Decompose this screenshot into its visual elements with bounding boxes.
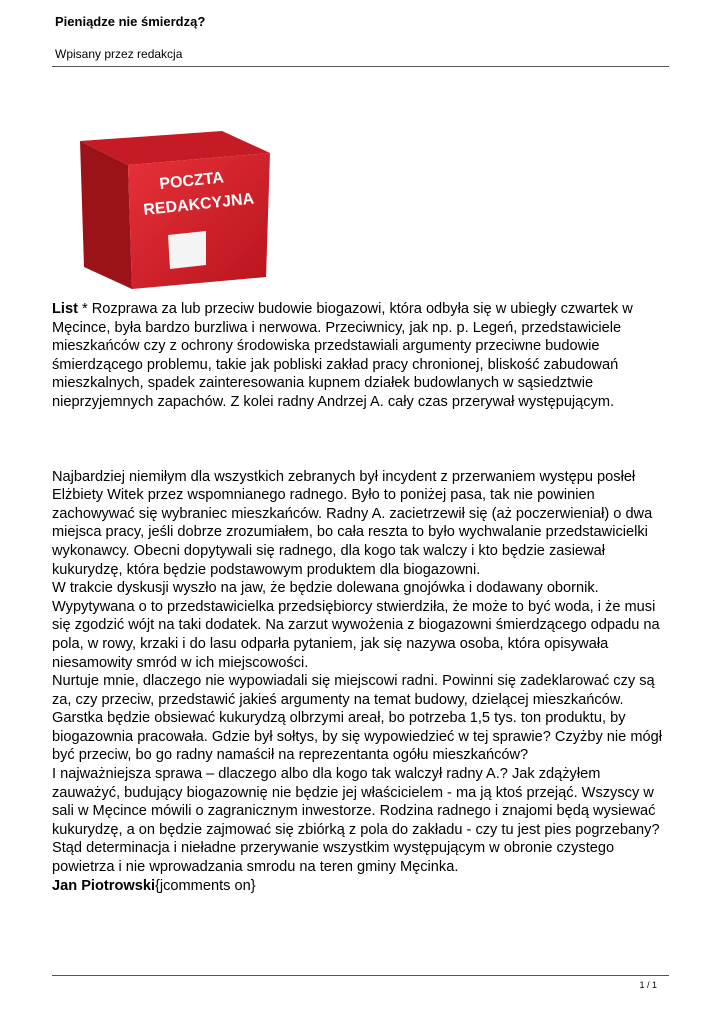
paragraph-gap [52,412,672,468]
mailbox-illustration [72,127,272,295]
mailbox-side [80,141,132,289]
lead-label: List [52,301,78,317]
page-title: Pieniądze nie śmierdzą? [55,14,206,29]
paragraph: W trakcie dyskusji wyszło na jaw, że będzie dolewana gnojówka i dodawany obornik. Wypytywana o to przedstawicielka przedsiębiorcy stwierdziła, że może to być woda, i że musi się zgodzić wójt na taki dodatek. Na zarzut wywożenia z biogazowni śmierdzącego odpadu na pola, w rowy, krzaki i do lasu odparła pytaniem, jak się nazywa osoba, która opisywała niesamowity smród w ich miejscowości. [52,580,660,671]
mailbox-label-plate [168,231,206,269]
byline: Wpisany przez redakcja [55,47,183,61]
mailbox-text-line1: POCZTA [158,169,225,193]
page-number: 1 / 1 [639,980,657,990]
header-divider [52,66,669,67]
signature [52,877,672,896]
lead-paragraph [52,300,672,412]
paragraph: Nurtuje mnie, dlaczego nie wypowiadali się miejscowi radni. Powinni się zadeklarować czy są za, czy przeciw, przedstawić jakieś argumenty na temat budowy, dzielącej mieszkańców. Garstka będzie obsiewać kukurydzą olbrzymi areał, bo potrzeba 1,5 tys. ton produktu, by biogazownia pracowała. Gdzie był sołtys, by się wypowiedzieć w tej sprawie? Czyżby nie mógł być przeciw, bo go radny namaścił na reprezentanta ogółu mieszkańców? [52,673,662,764]
mailbox-text-line2: REDAKCYJNA [142,190,255,219]
lead-text: * Rozprawa za lub przeciw budowie biogazowi, która odbyła się w ubiegły czwartek w Męcince, była bardzo burzliwa i nerwowa. Przeciwnicy, jak np. p. Legeń, przedstawiciele mieszkańców czy z ochrony środowiska przedstawiali argumenty przeciwne budowie śmierdzącego problemu, takie jak pobliski zakład pracy chronionej, bliskość zabudowań mieszkalnych, spadek zainteresowania kupnem działek budowlanych w sąsiedztwie nieprzyjemnych zapachów. Z kolei radny Andrzej A. cały czas przerywał występującym. [52,301,633,410]
paragraph: Najbardziej niemiłym dla wszystkich zebranych był incydent z przerwaniem występu posłeł Elżbiety Witek przez wspomnianego radnego. Było to poniżej pasa, tak nie powinien zachowywać się wybraniec mieszkańców. Radny A. zacietrzewił się (aż poczerwieniał) o dwa miejsca pracy, jeśli dobrze zrozumiałem, bo cała reszta to było wychwalanie przedstawicielki wykonawcy. Obecni dopytywali się radnego, dla kogo tak walczy i kto będzie zasiewał kukurydzę, która będzie podstawowym produktem dla biogazowni. [52,468,653,578]
article-body [52,300,672,895]
signature-name: Jan Piotrowski [52,877,155,894]
mailbox-image [72,127,272,295]
footer-divider [52,975,669,976]
signature-tail: {jcomments on} [155,877,256,894]
paragraph: I najważniejsza sprawa – dlaczego albo dla kogo tak walczył radny A.? Jak zdążyłem zauważyć, budujący biogazownię nie będzie jej właścicielem - ma ją ktoś przejąć. Wszyscy w sali w Męcince mówili o zagranicznym inwestorze. Rodzina radnego i znajomi będą wysiewać kukurydzę, a on będzie zajmować się zbiórką z pola do zakładu - czy tu jest pies pogrzebany? Stąd determinacja i nieładne przerywanie wszystkim występującym w obronie czystego powietrza i nie wprowadzania smrodu na teren gminy Męcinka. [52,766,660,876]
